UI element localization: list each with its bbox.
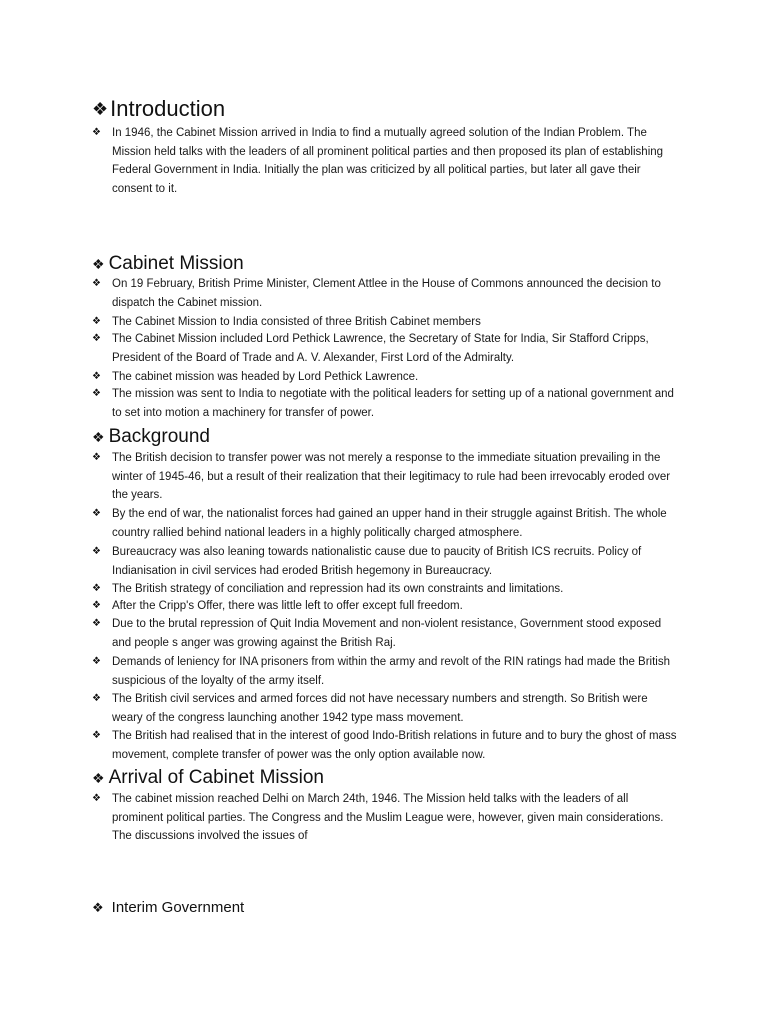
diamond-bullet-icon: ❖ — [92, 770, 105, 786]
diamond-bullet-icon: ❖ — [92, 583, 101, 594]
list-item-text: The British strategy of conciliation and repression had its own constraints and limitations. — [112, 583, 564, 595]
list-item-text: The British civil services and armed forces did not have necessary numbers and strength. So British were weary of the congress launching another 1942 type mass movement. — [112, 693, 648, 724]
list-item-text: The British decision to transfer power was not merely a response to the immediate situation prevailing in the winter of 1945-46, but a result of their realization that their legitimacy to rule had been irrevocably eroded over the years. — [112, 452, 671, 501]
heading-text: Arrival of Cabinet Mission — [108, 767, 324, 788]
heading-interim-government — [92, 897, 244, 919]
list-item — [92, 653, 680, 690]
list-item — [92, 330, 680, 367]
diamond-bullet-icon: ❖ — [92, 693, 101, 704]
list-item — [92, 385, 680, 422]
diamond-bullet-icon: ❖ — [92, 429, 105, 445]
diamond-bullet-icon: ❖ — [92, 278, 101, 289]
diamond-bullet-icon: ❖ — [92, 388, 101, 399]
heading-arrival-of-cabinet-mission — [92, 767, 324, 789]
heading-text: Cabinet Mission — [108, 253, 244, 274]
list-item — [92, 790, 680, 846]
heading-text: Interim Government — [111, 899, 245, 916]
diamond-bullet-icon: ❖ — [92, 452, 101, 463]
diamond-bullet-icon: ❖ — [92, 508, 101, 519]
diamond-bullet-icon: ❖ — [92, 600, 101, 611]
heading-cabinet-mission — [92, 253, 244, 275]
heading-background — [92, 426, 210, 448]
list-item — [92, 597, 680, 616]
list-item-text: The Cabinet Mission included Lord Pethick Lawrence, the Secretary of State for India, Sir Stafford Cripps, President of the Board of Trade and A. V. Alexander, First Lord of the Admiralty. — [112, 333, 649, 364]
list-item-text: The cabinet mission reached Delhi on March 24th, 1946. The Mission held talks with the leaders of all prominent political parties. The Congress and the Muslim League were, however, given main considerations. The discussions involved the issues of — [112, 793, 664, 842]
list-item — [92, 690, 680, 727]
list-item-text: Bureaucracy was also leaning towards nationalistic cause due to paucity of British ICS recruits. Policy of Indianisation in civil services had eroded British hegemony in Bureaucracy. — [112, 546, 642, 577]
diamond-bullet-icon: ❖ — [92, 127, 101, 138]
list-item — [92, 505, 680, 542]
heading-text: Background — [108, 426, 210, 447]
diamond-bullet-icon: ❖ — [92, 793, 101, 804]
diamond-bullet-icon: ❖ — [92, 333, 101, 344]
diamond-bullet-icon: ❖ — [92, 546, 101, 557]
list-item-text: By the end of war, the nationalist forces had gained an upper hand in their struggle against British. The whole country rallied behind national leaders in a highly politically charged atmosphere. — [112, 508, 667, 539]
list-item-text: Due to the brutal repression of Quit India Movement and non-violent resistance, Government stood exposed and people s anger was growing against the British Raj. — [112, 618, 662, 649]
list-item-text: The British had realised that in the interest of good Indo-British relations in future and to bury the ghost of mass movement, complete transfer of power was the only option available now. — [112, 730, 677, 761]
list-item-text: In 1946, the Cabinet Mission arrived in India to find a mutually agreed solution of the Indian Problem. The Mission held talks with the leaders of all prominent political parties and then proposed its plan of establishing Federal Government in India. Initially the plan was criticized by all political parties, but later all gave their consent to it. — [112, 127, 664, 195]
diamond-bullet-icon: ❖ — [92, 618, 101, 629]
list-item — [92, 727, 680, 764]
list-item — [92, 275, 680, 312]
list-item — [92, 449, 680, 505]
list-item-text: The cabinet mission was headed by Lord Pethick Lawrence. — [112, 371, 419, 383]
diamond-bullet-icon: ❖ — [92, 730, 101, 741]
heading-introduction — [92, 98, 225, 120]
list-item-text: On 19 February, British Prime Minister, Clement Attlee in the House of Commons announced the decision to dispatch the Cabinet mission. — [112, 278, 661, 309]
diamond-bullet-icon: ❖ — [92, 316, 101, 327]
diamond-bullet-icon: ❖ — [92, 256, 105, 272]
list-item-text: The Cabinet Mission to India consisted of three British Cabinet members — [112, 316, 481, 328]
diamond-bullet-icon: ❖ — [92, 656, 101, 667]
heading-text: Introduction — [110, 96, 226, 121]
list-item-text: After the Cripp's Offer, there was little left to offer except full freedom. — [112, 600, 463, 612]
list-item-text: The mission was sent to India to negotiate with the political leaders for setting up of a national government and to set into motion a machinery for transfer of power. — [112, 388, 674, 419]
list-item — [92, 615, 680, 652]
list-item — [92, 124, 680, 198]
list-item — [92, 368, 680, 387]
list-item — [92, 313, 680, 332]
diamond-bullet-icon: ❖ — [92, 371, 101, 382]
diamond-bullet-icon: ❖ — [92, 900, 104, 915]
list-item-text: Demands of leniency for INA prisoners from within the army and revolt of the RIN ratings had made the British suspicious of the loyalty of the army itself. — [112, 656, 671, 687]
list-item — [92, 580, 680, 599]
list-item — [92, 543, 680, 580]
diamond-bullet-icon: ❖ — [92, 99, 109, 119]
